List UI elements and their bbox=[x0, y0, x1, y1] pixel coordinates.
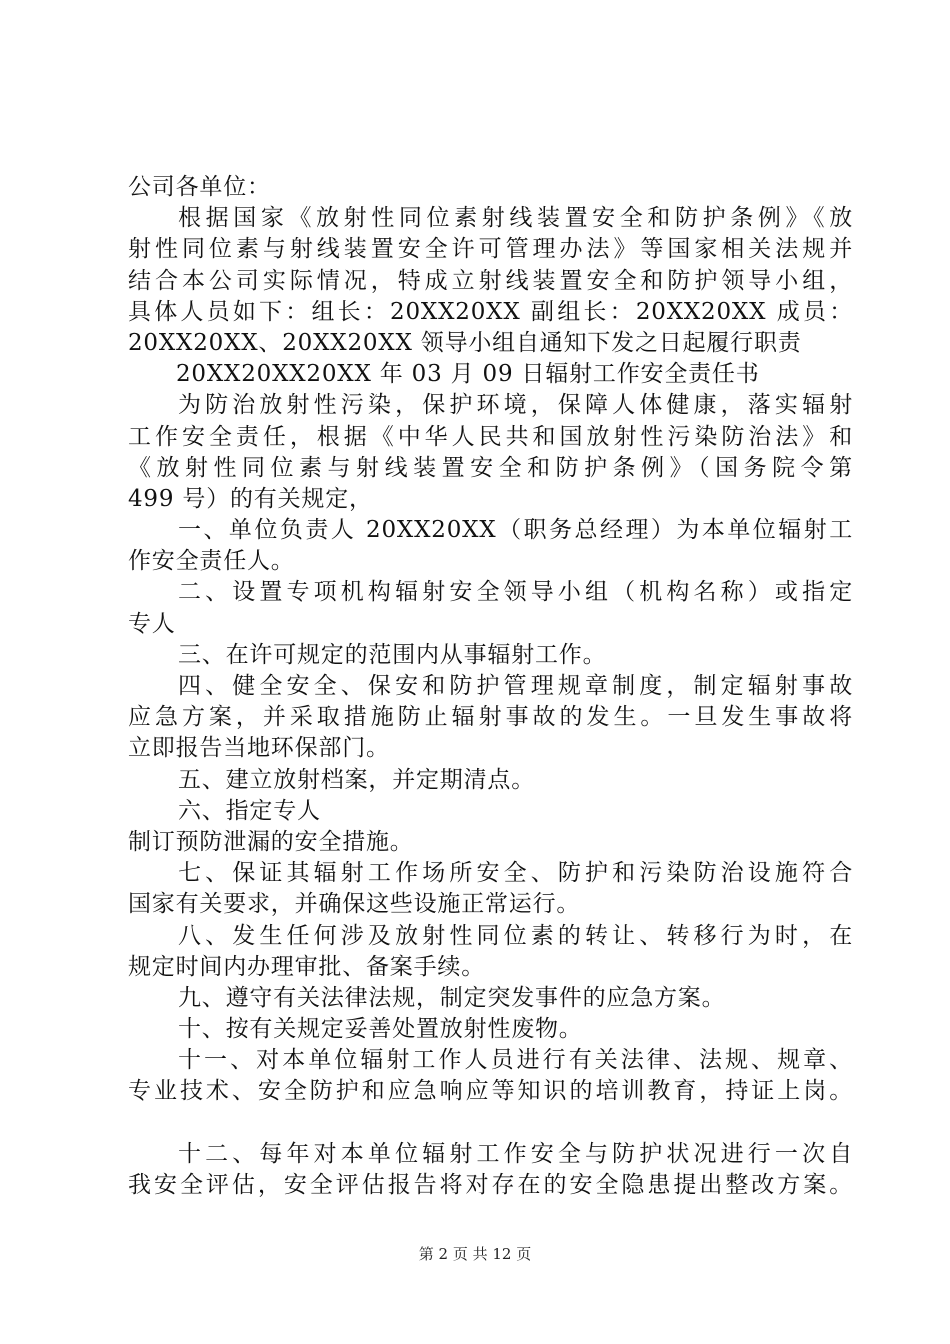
paragraph-line: 《放射性同位素与射线装置安全和防护条例》（国务院令第 bbox=[128, 454, 853, 481]
salutation-line: 公司各单位： bbox=[128, 174, 271, 200]
paragraph-line: 20XX20XX、20XX20XX 领导小组自通知下发之日起履行职责 bbox=[128, 329, 802, 356]
clause-line: 十、按有关规定妥善处置放射性废物。 bbox=[178, 1016, 583, 1043]
paragraph-line: 射性同位素与射线装置安全许可管理办法》等国家相关法规并 bbox=[128, 236, 853, 263]
clause-line: 规定时间内办理审批、备案手续。 bbox=[128, 953, 485, 980]
clause-line: 十一、对本单位辐射工作人员进行有关法律、法规、规章、 bbox=[178, 1047, 853, 1074]
paragraph-line: 结合本公司实际情况，特成立射线装置安全和防护领导小组， bbox=[128, 267, 853, 294]
clause-line: 三、在许可规定的范围内从事辐射工作。 bbox=[178, 641, 607, 668]
clause-line: 一、单位负责人 20XX20XX（职务总经理）为本单位辐射工 bbox=[178, 517, 853, 544]
paragraph-line: 根据国家《放射性同位素射线装置安全和防护条例》《放 bbox=[178, 205, 853, 232]
clause-line: 专业技术、安全防护和应急响应等知识的培训教育，持证上岗。 bbox=[128, 1078, 853, 1105]
paragraph-line: 具体人员如下：组长：20XX20XX 副组长：20XX20XX 成员： bbox=[128, 298, 853, 325]
clause-line: 国家有关要求，并确保这些设施正常运行。 bbox=[128, 891, 581, 918]
clause-line: 立即报告当地环保部门。 bbox=[128, 735, 390, 762]
clause-line: 九、遵守有关法律法规，制定突发事件的应急方案。 bbox=[178, 984, 726, 1011]
clause-line: 十二、每年对本单位辐射工作安全与防护状况进行一次自 bbox=[178, 1140, 853, 1167]
clause-line: 七、保证其辐射工作场所安全、防护和污染防治设施符合 bbox=[178, 860, 853, 887]
paragraph-line: 499 号）的有关规定， bbox=[128, 485, 373, 512]
clause-line: 六、指定专人 bbox=[178, 797, 321, 824]
document-body bbox=[128, 172, 853, 1201]
clause-line: 我安全评估，安全评估报告将对存在的安全隐患提出整改方案。 bbox=[128, 1172, 853, 1198]
clause-line: 四、健全安全、保安和防护管理规章制度，制定辐射事故 bbox=[178, 673, 853, 699]
paragraph-line: 工作安全责任，根据《中华人民共和国放射性污染防治法》和 bbox=[128, 423, 853, 450]
paragraph-gap bbox=[128, 1108, 853, 1139]
clause-line: 二、设置专项机构辐射安全领导小组（机构名称）或指定 bbox=[178, 579, 853, 606]
paragraph-line: 为防治放射性污染，保护环境，保障人体健康，落实辐射 bbox=[178, 392, 853, 419]
clause-line: 专人 bbox=[128, 610, 176, 637]
page-number-footer: 第 2 页 共 12 页 bbox=[418, 1245, 532, 1263]
clause-line: 制订预防泄漏的安全措施。 bbox=[128, 828, 414, 855]
clause-line: 八、发生任何涉及放射性同位素的转让、转移行为时，在 bbox=[178, 922, 853, 949]
document-title-line: 20XX20XX20XX 年 03 月 09 日辐射工作安全责任书 bbox=[176, 361, 760, 388]
clause-line: 作安全责任人。 bbox=[128, 548, 295, 575]
clause-line: 五、建立放射档案，并定期清点。 bbox=[178, 766, 535, 793]
clause-line: 应急方案，并采取措施防止辐射事故的发生。一旦发生事故将 bbox=[128, 704, 853, 731]
